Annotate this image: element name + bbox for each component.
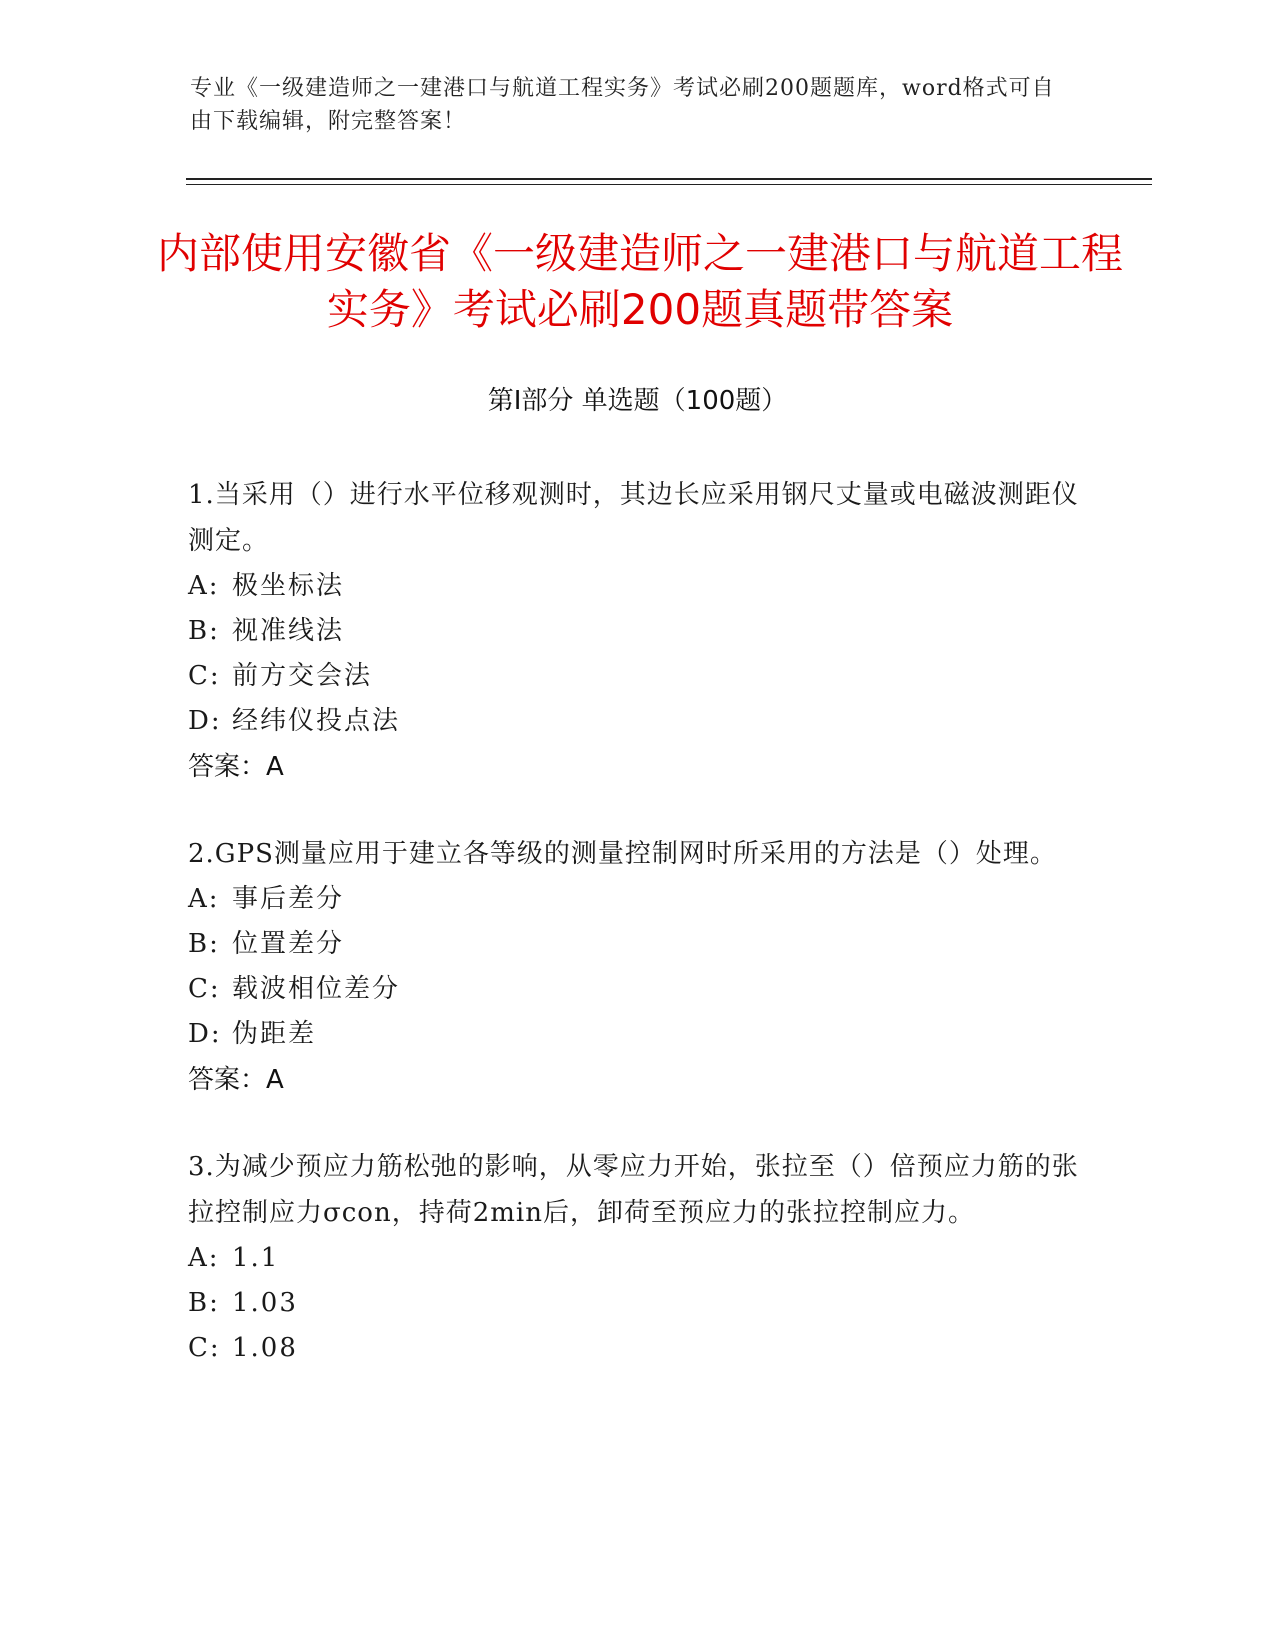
option-text: 事后差分 xyxy=(232,884,345,914)
option-letter: B: xyxy=(188,929,220,959)
option-text: 经纬仪投点法 xyxy=(232,706,401,736)
question-3 xyxy=(188,1144,1088,1371)
option-letter: A: xyxy=(188,571,220,601)
option-letter: C: xyxy=(188,1333,221,1363)
option-c xyxy=(188,967,1088,1012)
option-d xyxy=(188,1012,1088,1057)
option-letter: C: xyxy=(188,974,221,1004)
option-a xyxy=(188,564,1088,609)
option-d xyxy=(188,699,1088,744)
answer-line: 答案：A xyxy=(188,752,284,782)
question-list xyxy=(188,472,1088,1412)
option-b xyxy=(188,1281,1088,1326)
option-b xyxy=(188,922,1088,967)
option-text: 1.03 xyxy=(232,1288,298,1318)
option-b xyxy=(188,609,1088,654)
option-text: 前方交会法 xyxy=(232,661,373,691)
option-c xyxy=(188,654,1088,699)
option-letter: D: xyxy=(188,706,222,736)
header-divider-thin xyxy=(186,184,1152,185)
option-a xyxy=(188,877,1088,922)
option-text: 极坐标法 xyxy=(232,571,345,601)
question-stem: 2.GPS测量应用于建立各等级的测量控制网时所采用的方法是（）处理。 xyxy=(188,839,1057,869)
option-text: 1.1 xyxy=(232,1243,280,1273)
question-stem: 3.为减少预应力筋松弛的影响，从零应力开始，张拉至（）倍预应力筋的张拉控制应力σcon，持荷2min后，卸荷至预应力的张拉控制应力。 xyxy=(188,1152,1079,1228)
question-stem: 1.当采用（）进行水平位移观测时，其边长应采用钢尺丈量或电磁波测距仪测定。 xyxy=(188,480,1079,556)
header-divider-thick xyxy=(186,178,1152,180)
document-title: 内部使用安徽省《一级建造师之一建港口与航道工程实务》考试必刷200题真题带答案 xyxy=(156,229,1123,334)
option-a xyxy=(188,1236,1088,1281)
option-text: 视准线法 xyxy=(232,616,345,646)
option-letter: C: xyxy=(188,661,221,691)
option-letter: B: xyxy=(188,1288,220,1318)
option-text: 1.08 xyxy=(232,1333,298,1363)
option-c xyxy=(188,1326,1088,1371)
option-text: 位置差分 xyxy=(232,929,345,959)
section-title: 第Ⅰ部分 单选题（100题） xyxy=(487,386,788,416)
question-1 xyxy=(188,472,1088,790)
header-note: 专业《一级建造师之一建港口与航道工程实务》考试必刷200题题库，word格式可自由下载编辑，附完整答案！ xyxy=(190,76,1055,134)
option-letter: A: xyxy=(188,884,220,914)
option-text: 伪距差 xyxy=(232,1019,317,1049)
option-letter: A: xyxy=(188,1243,220,1273)
question-2 xyxy=(188,831,1088,1103)
answer-line: 答案：A xyxy=(188,1065,284,1095)
option-letter: D: xyxy=(188,1019,222,1049)
option-text: 载波相位差分 xyxy=(232,974,401,1004)
option-letter: B: xyxy=(188,616,220,646)
